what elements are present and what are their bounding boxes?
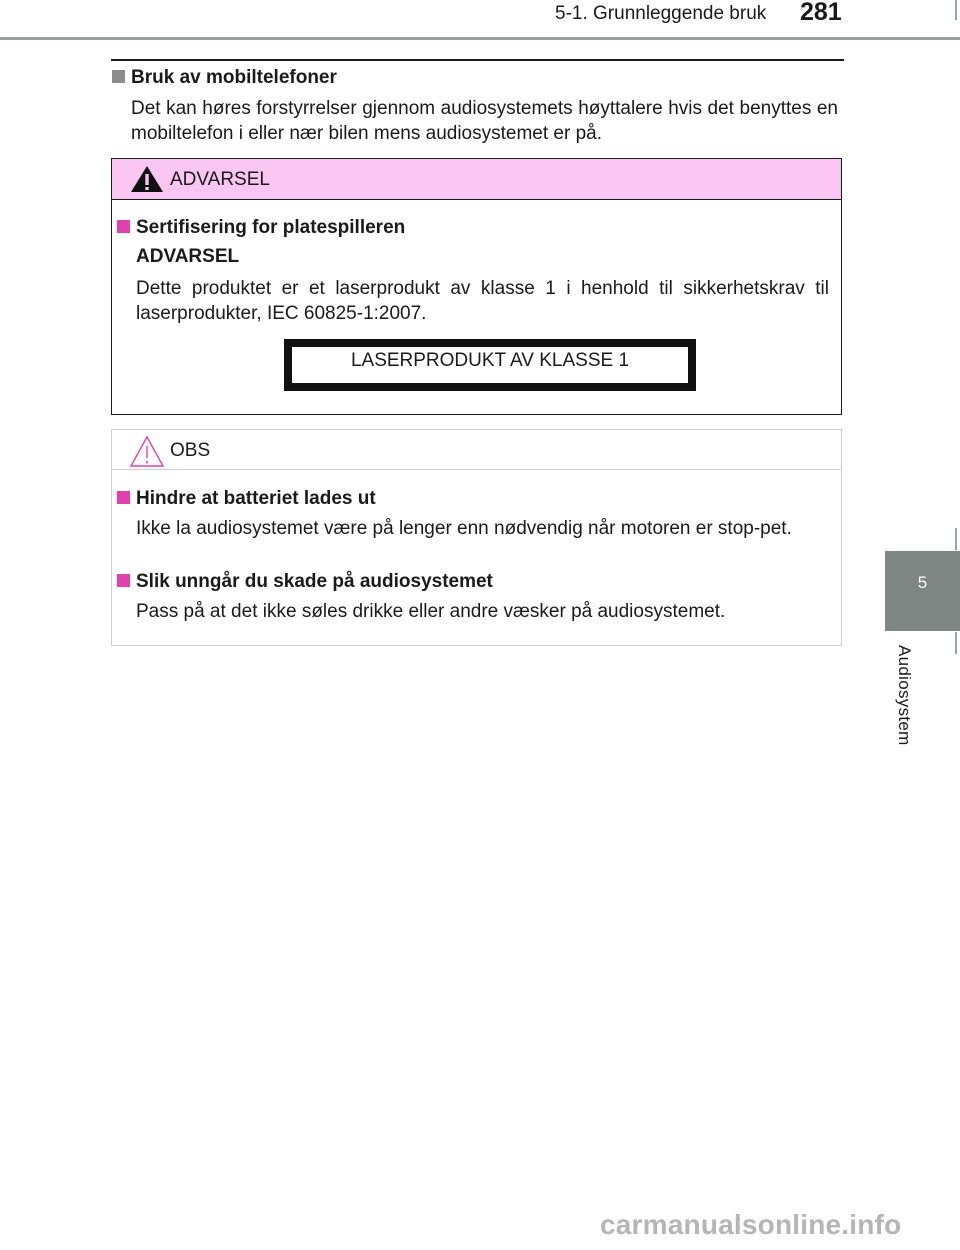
header-edge-tick: [955, 0, 957, 20]
notice-header: [112, 430, 841, 470]
laser-label-plate: [284, 339, 696, 391]
content-top-divider: [111, 59, 844, 61]
chapter-tab[interactable]: [885, 551, 960, 631]
notice-item-heading-text: Slik unngår du skade på audiosystemet: [136, 571, 493, 592]
side-tab-tick-top: [955, 528, 957, 550]
notice-item-heading: [117, 571, 493, 593]
page-number: 281: [800, 0, 842, 26]
notice-item-heading: [117, 488, 376, 510]
warning-paragraph: Dette produktet er et laserprodukt av klasse 1 i henhold til sikkerhetskrav til laserprodukter, IEC 60825-1:2007.: [136, 278, 829, 324]
notice-item-paragraph: Pass på at det ikke søles drikke eller andre væsker på audiosystemet.: [136, 601, 726, 622]
chapter-number: 5: [917, 573, 928, 592]
warning-subheading: ADVARSEL: [136, 246, 240, 267]
watermark: carmanualsonline.info: [600, 1209, 902, 1240]
square-bullet-icon: [117, 491, 130, 504]
warning-heading-text: Sertifisering for platespilleren: [136, 217, 406, 238]
laser-label-text: LASERPRODUKT AV KLASSE 1: [350, 350, 630, 371]
notice-item-heading-text: Hindre at batteriet lades ut: [136, 488, 376, 509]
notice-box: [111, 429, 842, 646]
warning-title: ADVARSEL: [170, 169, 270, 190]
intro-paragraph: Det kan høres forstyrrelser gjennom audiosystemets høyttalere hvis det benyttes en mobiltelefon i eller nær bilen mens audiosystemet er på.: [131, 98, 838, 144]
warning-header: [112, 159, 841, 200]
warning-triangle-icon: [129, 164, 165, 194]
notice-title: OBS: [170, 440, 211, 461]
section-title: 5-1. Grunnleggende bruk: [555, 3, 767, 24]
header-divider: [0, 37, 960, 40]
square-bullet-icon: [117, 574, 130, 587]
intro-heading-text: Bruk av mobiltelefoner: [131, 67, 337, 88]
intro-heading: [112, 67, 337, 89]
square-bullet-icon: [112, 70, 125, 83]
notice-item-paragraph: Ikke la audiosystemet være på lenger enn nødvendig når motoren er stop-pet.: [136, 518, 792, 539]
warning-box: [111, 158, 842, 415]
laser-label-inner: [292, 347, 688, 383]
warning-heading: [117, 217, 405, 239]
side-tab-tick-bottom: [955, 632, 957, 654]
chapter-label: Audiosystem: [895, 645, 914, 746]
caution-triangle-outline-icon: [129, 435, 165, 469]
square-bullet-icon: [117, 220, 130, 233]
